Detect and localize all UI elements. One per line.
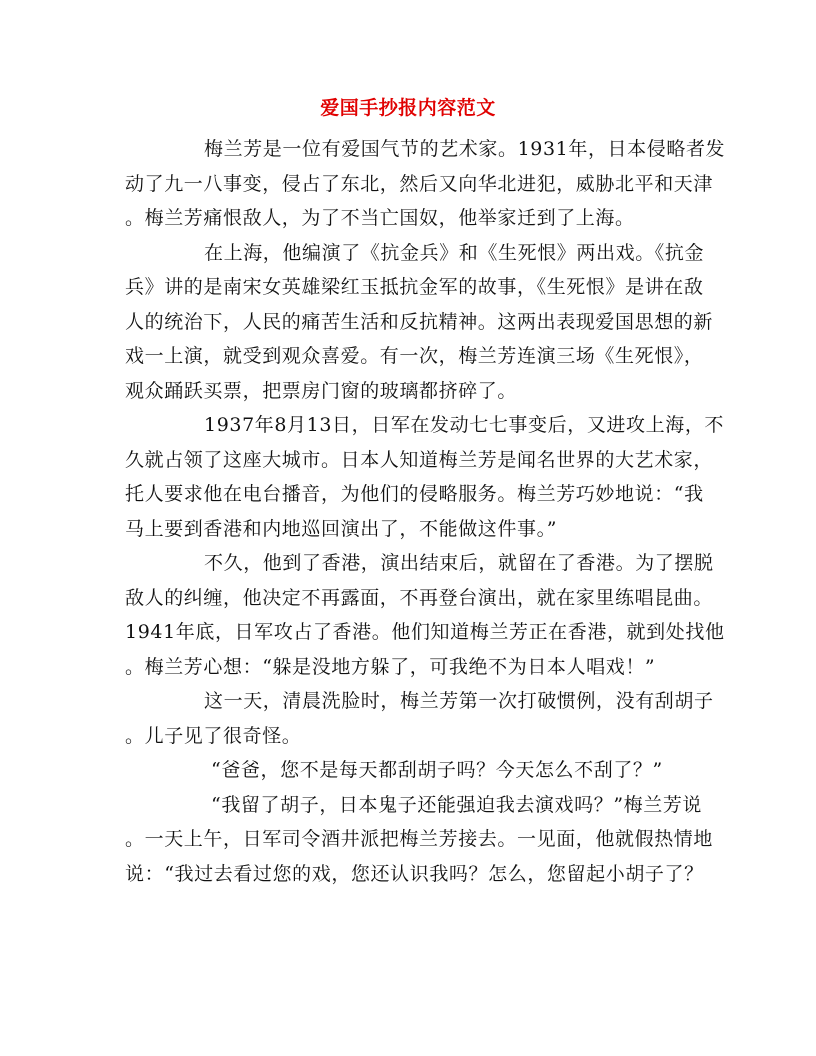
- paragraph-line: “我留了胡子，日本鬼子还能强迫我去演戏吗？”梅兰芳说: [211, 793, 703, 816]
- paragraph-line: 。儿子见了很奇怪。: [125, 724, 302, 747]
- paragraph-line: 这一天，清晨洗脸时，梅兰芳第一次打破惯例，没有刮胡子: [204, 690, 714, 712]
- paragraph-line: 观众踊跃买票，把票房门窗的玻璃都挤碎了。: [125, 379, 518, 402]
- paragraph-line: 梅兰芳是一位有爱国气节的艺术家。1931年，日本侵略者发: [204, 138, 726, 160]
- paragraph-line: “爸爸，您不是每天都刮胡子吗？今天怎么不刮了？”: [211, 759, 663, 781]
- paragraph-line: 1937年8月13日，日军在发动七七事变后，又进攻上海，不: [204, 414, 725, 436]
- paragraph-line: 托人要求他在电台播音，为他们的侵略服务。梅兰芳巧妙地说：“我: [125, 483, 704, 505]
- paragraph-line: 久就占领了这座大城市。日本人知道梅兰芳是闻名世界的大艺术家，: [125, 448, 714, 471]
- paragraph-line: 敌人的纠缠，他决定不再露面，不再登台演出，就在家里练唱昆曲。: [125, 586, 714, 609]
- paragraph-line: 。一天上午，日军司令酒井派把梅兰芳接去。一见面，他就假热情地: [125, 828, 714, 850]
- paragraph-line: 1941年底，日军攻占了香港。他们知道梅兰芳正在香港，就到处找他: [125, 621, 725, 643]
- document-body: [125, 132, 726, 891]
- paragraph-line: 。梅兰芳痛恨敌人，为了不当亡国奴，他举家迁到了上海。: [125, 207, 635, 229]
- paragraph-line: 人的统治下，人民的痛苦生活和反抗精神。这两出表现爱国思想的新: [125, 310, 714, 333]
- paragraph-line: 在上海，他编演了《抗金兵》和《生死恨》两出戏。《抗金: [204, 241, 705, 264]
- document-title: 爱国手抄报内容范文: [320, 97, 496, 119]
- paragraph-line: 兵》讲的是南宋女英雄梁红玉抵抗金军的故事，《生死恨》是讲在敌: [125, 276, 704, 298]
- paragraph-line: 戏一上演，就受到观众喜爱。有一次，梅兰芳连演三场《生死恨》，: [125, 345, 704, 367]
- paragraph-line: 。梅兰芳心想：“躲是没地方躲了，可我绝不为日本人唱戏！”: [125, 655, 656, 678]
- paragraph-line: 不久，他到了香港，演出结束后，就留在了香港。为了摆脱: [204, 552, 714, 574]
- paragraph-line: 说：“我过去看过您的戏，您还认识我吗？怎么，您留起小胡子了？: [125, 862, 704, 885]
- paragraph-line: 马上要到香港和内地巡回演出了，不能做这件事。”: [125, 517, 558, 540]
- paragraph-line: 动了九一八事变，侵占了东北，然后又向华北进犯，威胁北平和天津: [125, 172, 714, 195]
